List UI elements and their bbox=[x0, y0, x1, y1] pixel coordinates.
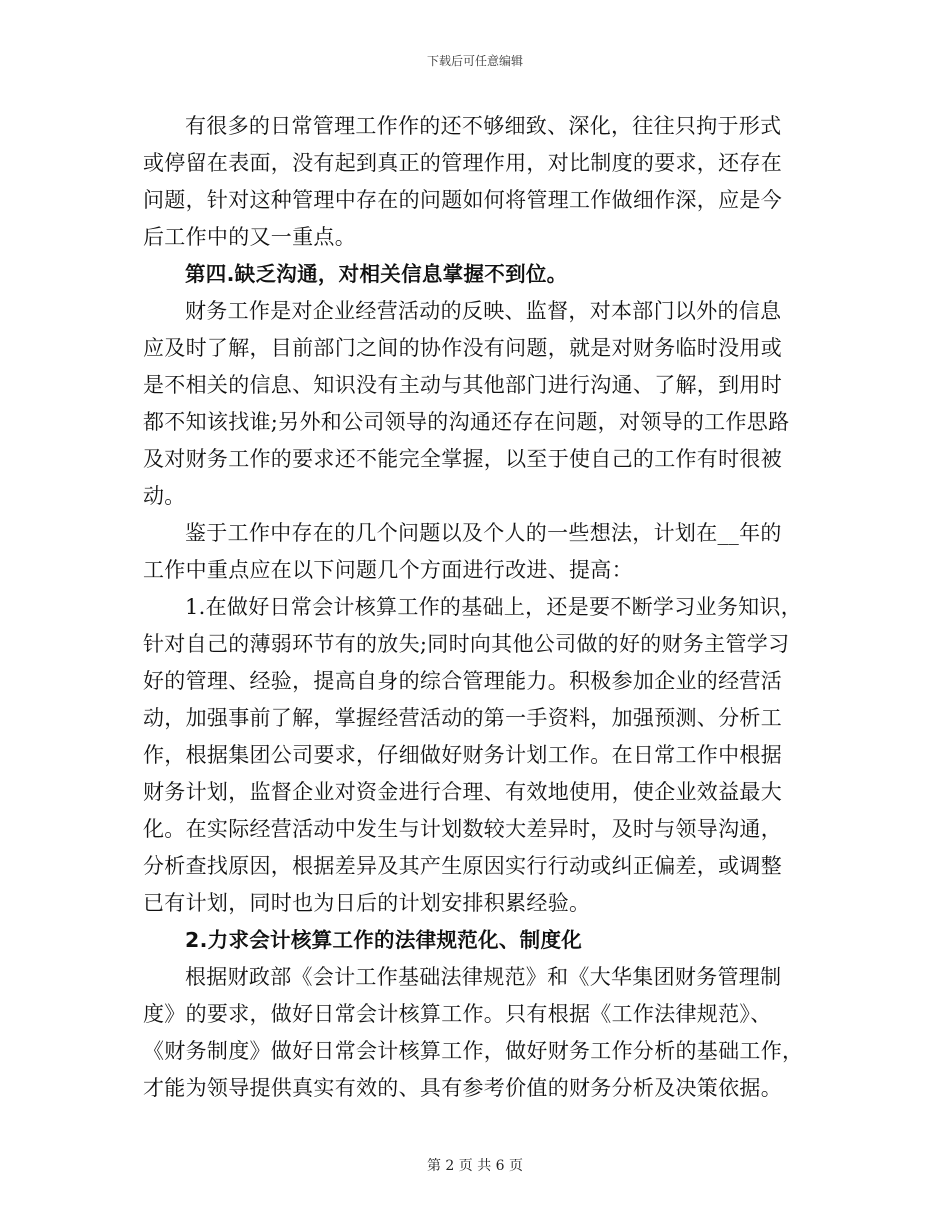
paragraph-line: 是不相关的信息、知识没有主动与其他部门进行沟通、了解，到用时 bbox=[143, 373, 782, 397]
paragraph-line: 应及时了解，目前部门之间的协作没有问题，就是对财务临时没用或 bbox=[143, 336, 782, 360]
paragraph-line: 动。 bbox=[143, 484, 186, 508]
paragraph-line: 有很多的日常管理工作作的还不够细致、深化，往往只拘于形式 bbox=[185, 114, 782, 138]
paragraph-line: 都不知该找谁;另外和公司领导的沟通还存在问题，对领导的工作思路 bbox=[143, 410, 790, 434]
paragraph-line: 工作中重点应在以下问题几个方面进行改进、提高： bbox=[143, 558, 633, 582]
paragraph-line: 后工作中的又一重点。 bbox=[143, 225, 356, 249]
paragraph-line: 化。在实际经营活动中发生与计划数较大差异时，及时与领导沟通， bbox=[143, 817, 782, 841]
paragraph-line: 度》的要求，做好日常会计核算工作。只有根据《工作法律规范》、 bbox=[143, 1002, 772, 1026]
paragraph-line: 根据财政部《会计工作基础法律规范》和《大华集团财务管理制 bbox=[185, 965, 782, 989]
paragraph-line: 鉴于工作中存在的几个问题以及个人的一些想法，计划在__年的 bbox=[185, 521, 782, 545]
paragraph-line: 才能为领导提供真实有效的、具有参考价值的财务分析及决策依据。 bbox=[143, 1076, 782, 1100]
paragraph-line: 针对自己的薄弱环节有的放失;同时向其他公司做的好的财务主管学习 bbox=[143, 632, 790, 656]
paragraph-line: 及对财务工作的要求还不能完全掌握，以至于使自己的工作有时很被 bbox=[143, 447, 782, 471]
paragraph-line: 动，加强事前了解，掌握经营活动的第一手资料，加强预测、分析工 bbox=[143, 706, 782, 730]
paragraph-line: 好的管理、经验，提高自身的综合管理能力。积极参加企业的经营活 bbox=[143, 669, 782, 693]
paragraph-line: 分析查找原因，根据差异及其产生原因实行行动或纠正偏差，或调整 bbox=[143, 854, 782, 878]
page-header: 下载后可任意编辑 bbox=[426, 54, 523, 68]
paragraph-line: 财务工作是对企业经营活动的反映、监督，对本部门以外的信息 bbox=[185, 299, 782, 323]
paragraph-line: 1.在做好日常会计核算工作的基础上，还是要不断学习业务知识， bbox=[185, 595, 803, 619]
paragraph-line: 作，根据集团公司要求，仔细做好财务计划工作。在日常工作中根据 bbox=[143, 743, 782, 767]
section-heading: 第四.缺乏沟通，对相关信息掌握不到位。 bbox=[185, 262, 568, 286]
paragraph-line: 《财务制度》做好日常会计核算工作，做好财务工作分析的基础工作， bbox=[143, 1039, 804, 1063]
paragraph-line: 财务计划，监督企业对资金进行合理、有效地使用，使企业效益最大 bbox=[143, 780, 782, 804]
page-footer: 第 2 页 共 6 页 bbox=[426, 1158, 524, 1174]
document-body bbox=[143, 108, 808, 1107]
paragraph-line: 问题，针对这种管理中存在的问题如何将管理工作做细作深，应是今 bbox=[143, 188, 782, 212]
section-heading: 2.力求会计核算工作的法律规范化、制度化 bbox=[185, 928, 583, 952]
paragraph-line: 或停留在表面，没有起到真正的管理作用，对比制度的要求，还存在 bbox=[143, 151, 782, 175]
paragraph-line: 已有计划，同时也为日后的计划安排积累经验。 bbox=[143, 891, 591, 915]
